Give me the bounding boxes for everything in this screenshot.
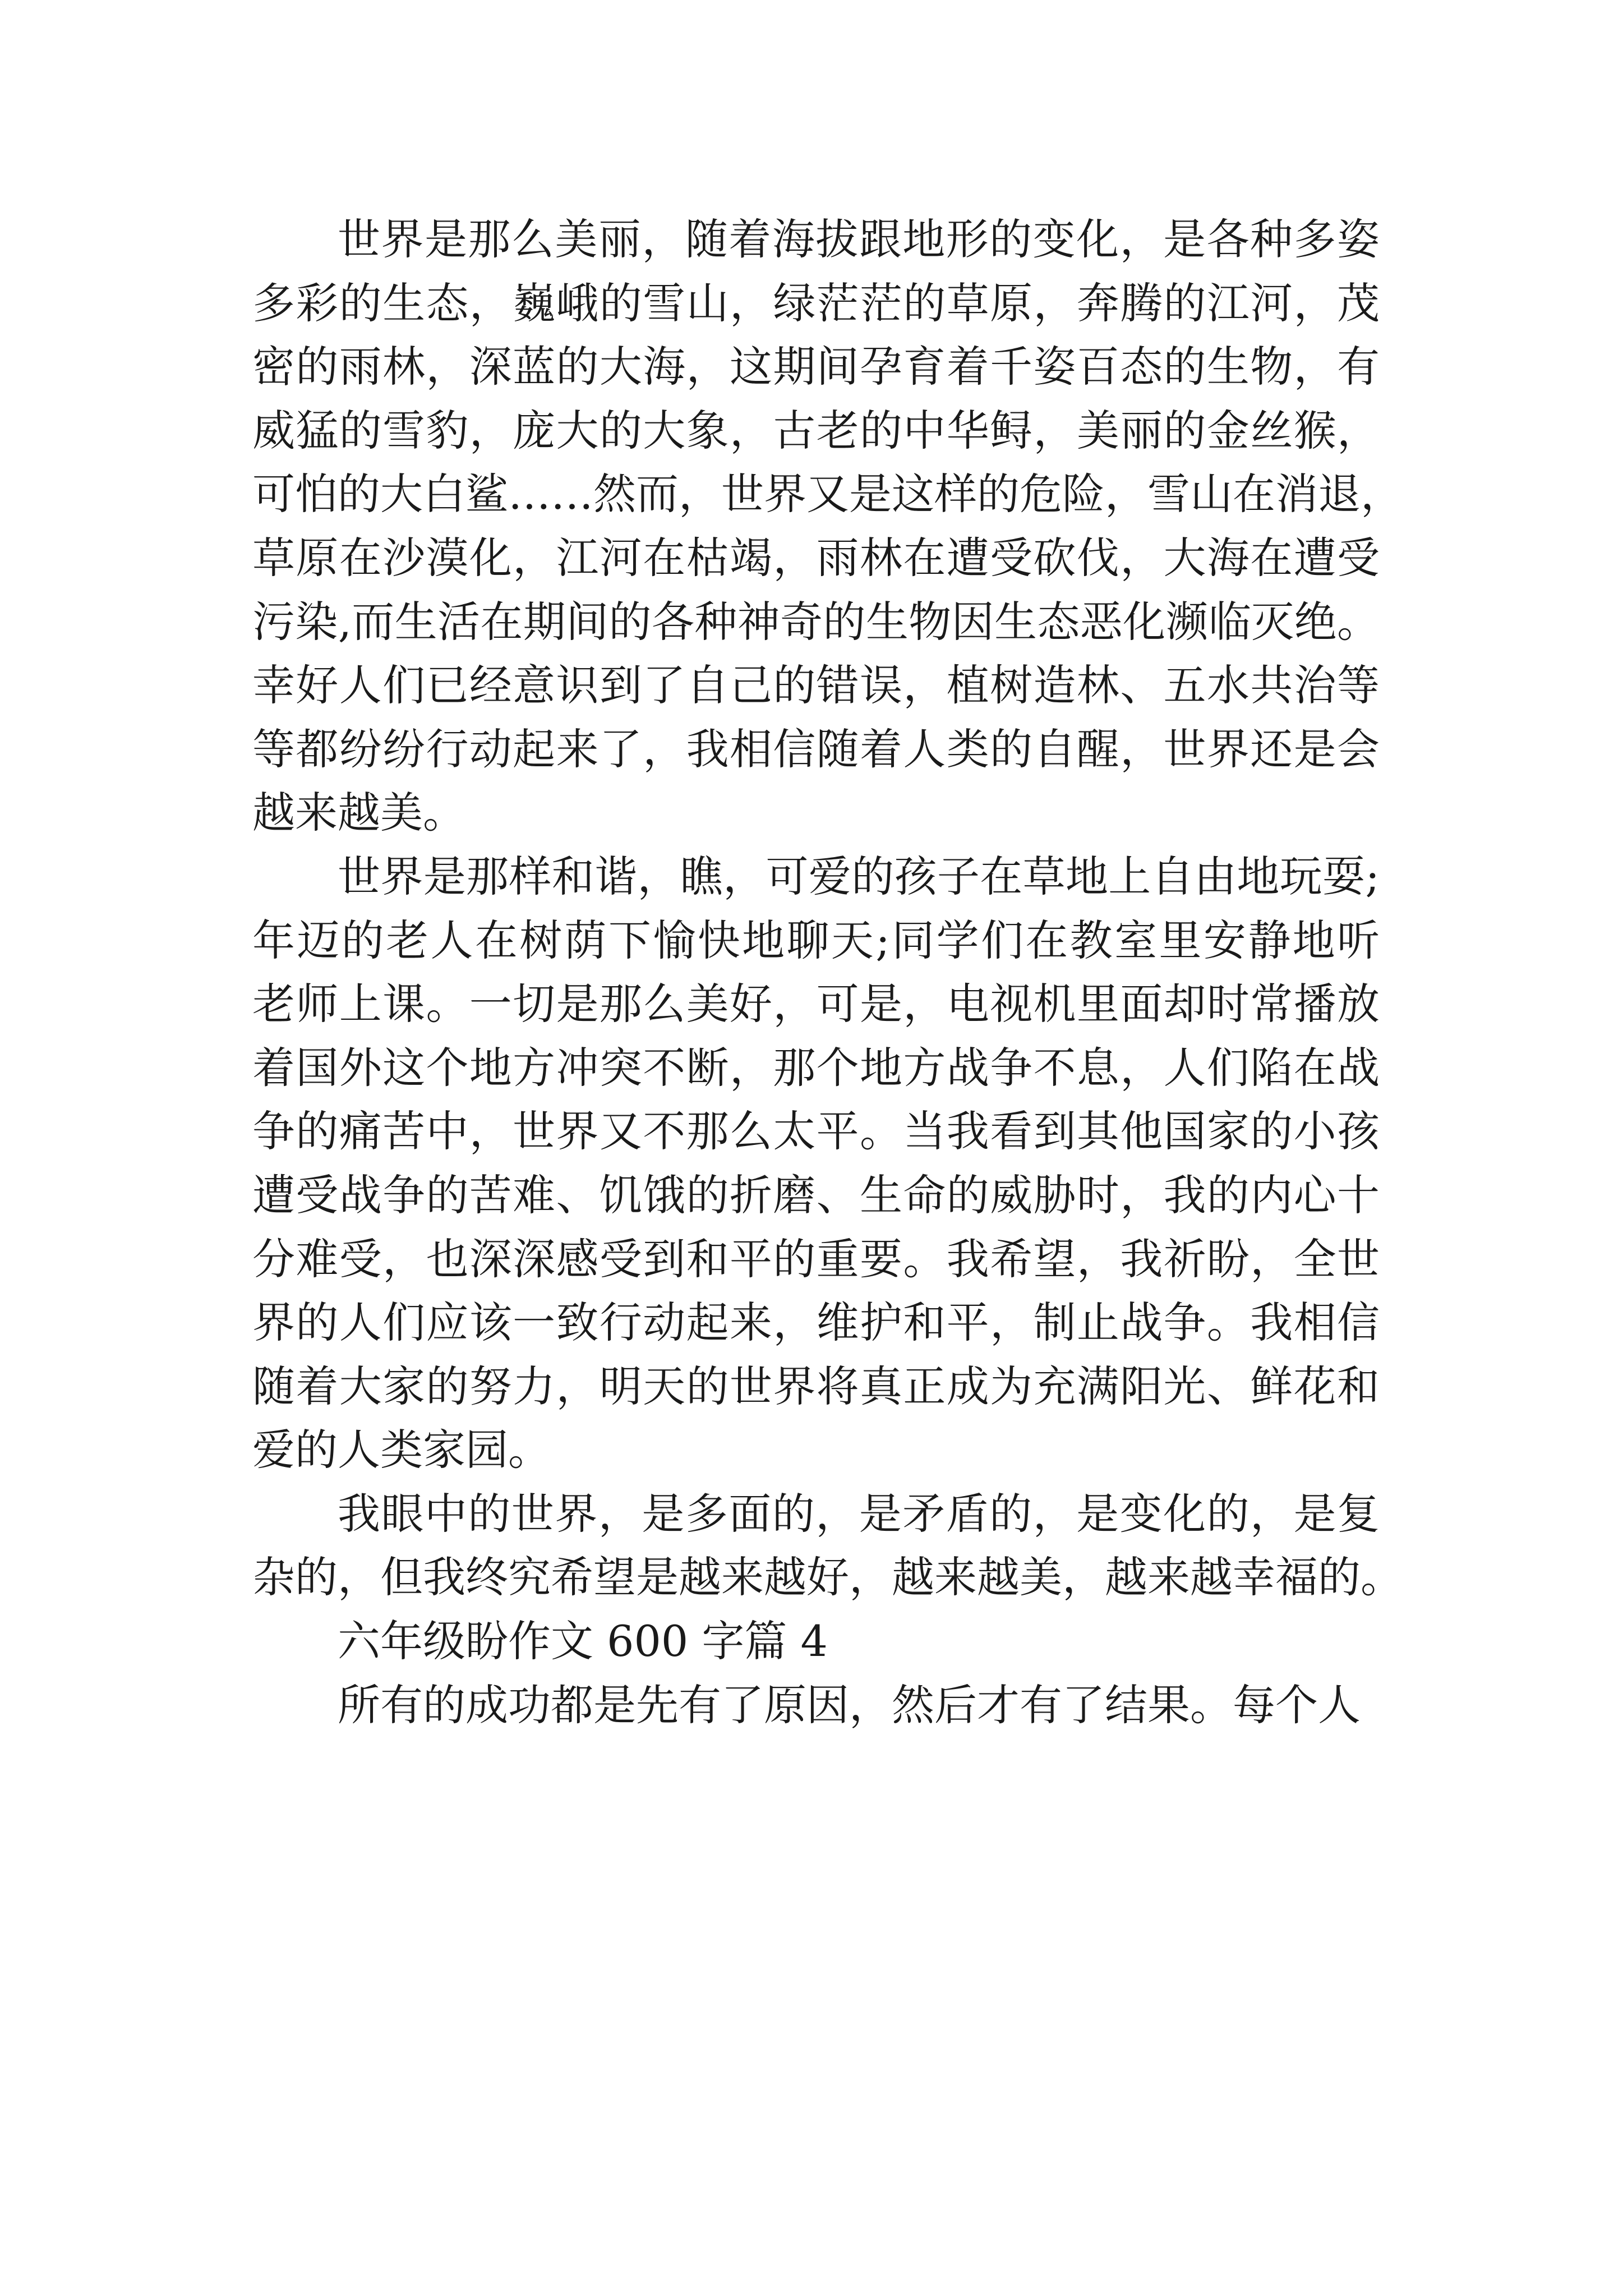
text-line: 幸好人们已经意识到了自己的错误，植树造林、五水共治等 [252,660,1380,711]
text-line: 年迈的老人在树荫下愉快地聊天;同学们在教室里安静地听 [252,915,1380,965]
text-line: 老师上课。一切是那么美好，可是，电视机里面却时常播放 [252,979,1380,1029]
text-line: 污染,而生活在期间的各种神奇的生物因生态恶化濒临灭绝。 [252,596,1380,647]
text-line: 越来越美。 [252,788,465,838]
text-line: 多彩的生态，巍峨的雪山，绿茫茫的草原，奔腾的江河，茂 [252,278,1380,328]
paragraph-world-beauty [252,208,1403,845]
essay-body [252,208,1403,1737]
text-line: 随着大家的努力，明天的世界将真正成为充满阳光、鲜花和 [252,1361,1380,1411]
paragraph-world-harmony [252,845,1380,1482]
section-heading [252,1609,1380,1673]
text-line: 争的痛苦中，世界又不那么太平。当我看到其他国家的小孩 [252,1106,1380,1157]
text-line: 草原在沙漠化，江河在枯竭，雨林在遭受砍伐，大海在遭受 [252,532,1380,583]
text-line: 等都纷纷行动起来了，我相信随着人类的自醒，世界还是会 [252,724,1380,774]
text-line: 爱的人类家园。 [252,1425,551,1475]
text-line: 着国外这个地方冲突不断，那个地方战争不息，人们陷在战 [252,1042,1380,1093]
text-line: 世界是那么美丽，随着海拔跟地形的变化，是各种多姿 [338,214,1380,264]
text-line: 密的雨林，深蓝的大海，这期间孕育着千姿百态的生物，有 [252,342,1380,392]
paragraph-conclusion [252,1482,1403,1609]
text-line: 我眼中的世界，是多面的，是矛盾的，是变化的，是复 [338,1488,1380,1539]
text-line: 威猛的雪豹，庞大的大象，古老的中华鲟，美丽的金丝猴， [252,405,1380,455]
text-line: 世界是那样和谐，瞧，可爱的孩子在草地上自由地玩耍; [338,851,1380,901]
text-line: 杂的，但我终究希望是越来越好，越来越美，越来越幸福的。 [252,1552,1403,1603]
text-line: 遭受战争的苦难、饥饿的折磨、生命的威胁时，我的内心十 [252,1170,1380,1220]
text-line: 可怕的大白鲨……然而，世界又是这样的危险，雪山在消退， [252,469,1403,519]
essay-title: 六年级盼作文 600 字篇 4 [338,1616,828,1667]
paragraph-next-essay-start [252,1673,1380,1737]
text-line: 所有的成功都是先有了原因，然后才有了结果。每个人 [338,1680,1361,1730]
text-line: 界的人们应该一致行动起来，维护和平，制止战争。我相信 [252,1297,1380,1348]
text-line: 分难受，也深深感受到和平的重要。我希望，我祈盼，全世 [252,1234,1380,1284]
